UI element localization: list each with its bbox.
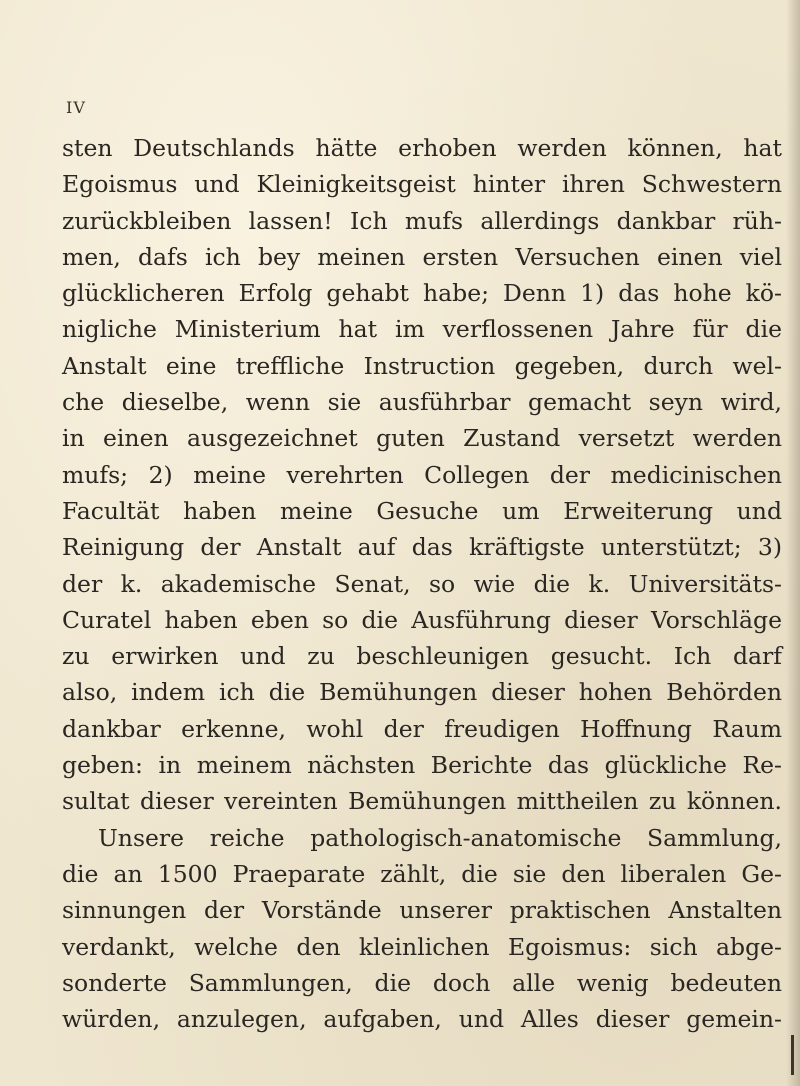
text-line: Egoismus und Kleinigkeitsgeist hinter ihren Schwestern [62,170,782,199]
body-text [62,130,782,1037]
text-line: zu erwirken und zu beschleunigen gesucht. Ich darf [62,642,782,671]
text-line: Reinigung der Anstalt auf das kräftigste unterstützt; 3) [62,533,782,562]
text-line: der k. akademische Senat, so wie die k. Universitäts- [62,569,782,598]
text-line: nigliche Ministerium hat im verflossenen Jahre für die [62,315,782,344]
text-line: Facultät haben meine Gesuche um Erweiterung und [62,496,782,525]
text-line: die an 1500 Praeparate zählt, die sie den liberalen Ge- [62,859,782,888]
page-number: IV [66,98,86,117]
text-line: geben: in meinem nächsten Berichte das glückliche Re- [62,751,782,780]
text-line: also, indem ich die Bemühungen dieser hohen Behörden [62,678,782,707]
paragraph-start-line: Unsere reiche pathologisch-anatomische Sammlung, [98,823,782,852]
margin-mark [791,1035,794,1075]
text-line: verdankt, welche den kleinlichen Egoismus: sich abge- [62,932,782,961]
text-line: sinnungen der Vorstände unserer praktischen Anstalten [62,896,782,925]
text-line: zurückbleiben lassen! Ich mufs allerdings dankbar rüh- [62,206,782,235]
text-line: sultat dieser vereinten Bemühungen mittheilen zu können. [62,787,782,816]
text-line: in einen ausgezeichnet guten Zustand versetzt werden [62,424,782,453]
text-line: Curatel haben eben so die Ausführung dieser Vorschläge [62,605,782,634]
text-line: glücklicheren Erfolg gehabt habe; Denn 1) das hohe kö- [62,279,782,308]
text-line: men, dafs ich bey meinen ersten Versuchen einen viel [62,242,782,271]
text-line: würden, anzulegen, aufgaben, und Alles dieser gemein- [62,1005,782,1034]
text-line: Anstalt eine treffliche Instruction gegeben, durch wel- [62,351,782,380]
page-edge-shadow [786,0,800,1086]
text-line: che dieselbe, wenn sie ausführbar gemacht seyn wird, [62,388,782,417]
text-line: sonderte Sammlungen, die doch alle wenig bedeuten [62,968,782,997]
text-line: mufs; 2) meine verehrten Collegen der medicinischen [62,460,782,489]
text-line: dankbar erkenne, wohl der freudigen Hoffnung Raum [62,714,782,743]
text-line: sten Deutschlands hätte erhoben werden können, hat [62,134,782,162]
